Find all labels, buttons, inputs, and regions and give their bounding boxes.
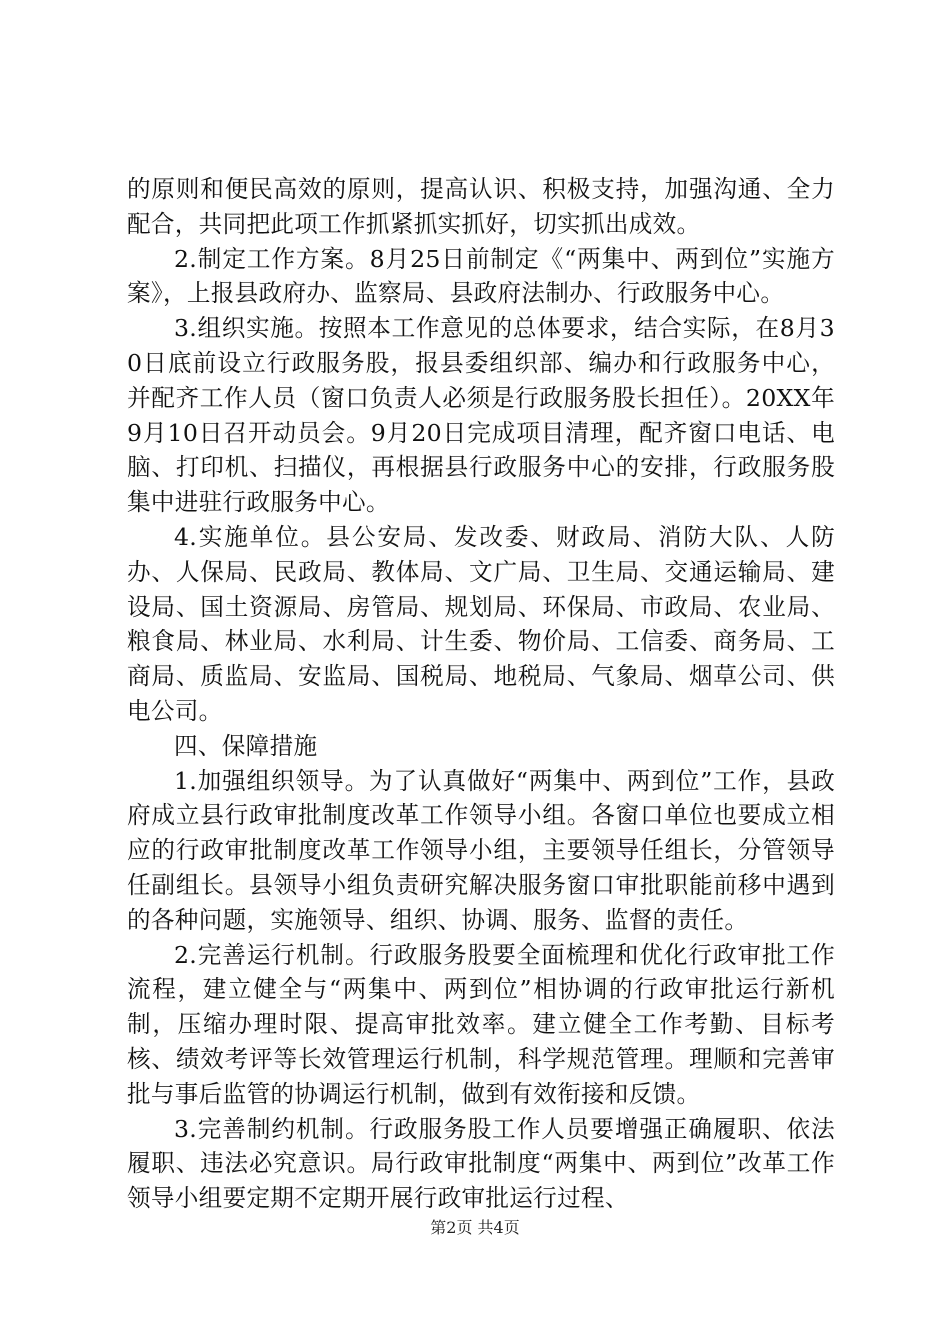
section-heading-safeguards: 四、保障措施 [174, 731, 318, 760]
paragraph-restraint-mechanism: 3.完善制约机制。行政服务股工作人员要增强正确履职、依法履职、违法必究意识。局行政审批制度“两集中、两到位”改革工作领导小组要定期不定期开展行政审批运行过程、 [127, 1114, 835, 1213]
paragraph-implementing-units: 4.实施单位。县公安局、发改委、财政局、消防大队、人防办、人保局、民政局、教体局、文广局、卫生局、交通运输局、建设局、国土资源局、房管局、规划局、环保局、市政局、农业局、粮食局、林业局、水利局、计生委、物价局、工信委、商务局、工商局、质监局、安监局、国税局、地税局、气象局、烟草公司、供电公司。 [127, 522, 835, 725]
paragraph-work-plan: 2.制定工作方案。8月25日前制定《“两集中、两到位”实施方案》，上报县政府办、监察局、县政府法制办、行政服务中心。 [127, 244, 835, 308]
paragraph-organize-implementation: 3.组织实施。按照本工作意见的总体要求，结合实际，在8月30日底前设立行政服务股，报县委组织部、编办和行政服务中心，并配齐工作人员（窗口负责人必须是行政服务股长担任）。20XX年9月10日召开动员会。9月20日完成项目清理，配齐窗口电话、电脑、打印机、扫描仪，再根据县行政服务中心的安排，行政服务股集中进驻行政服务中心。 [127, 314, 835, 517]
paragraph-organizational-leadership: 1.加强组织领导。为了认真做好“两集中、两到位”工作，县政府成立县行政审批制度改革工作领导小组。各窗口单位也要成立相应的行政审批制度改革工作领导小组，主要领导任组长，分管领导任副组长。县领导小组负责研究解决服务窗口审批职能前移中遇到的各种问题，实施领导、组织、协调、服务、监督的责任。 [127, 766, 835, 934]
paragraph-continuation: 的原则和便民高效的原则，提高认识、积极支持，加强沟通、全力配合，共同把此项工作抓紧抓实抓好，切实抓出成效。 [127, 175, 835, 238]
paragraph-operating-mechanism: 2.完善运行机制。行政服务股要全面梳理和优化行政审批工作流程，建立健全与“两集中、两到位”相协调的行政审批运行新机制，压缩办理时限、提高审批效率。建立健全工作考勤、目标考核、绩效考评等长效管理运行机制，科学规范管理。理顺和完善审批与事后监管的协调运行机制，做到有效衔接和反馈。 [127, 940, 835, 1108]
page-number-footer: 第2页 共4页 [430, 1218, 520, 1237]
document-body [127, 172, 835, 1216]
